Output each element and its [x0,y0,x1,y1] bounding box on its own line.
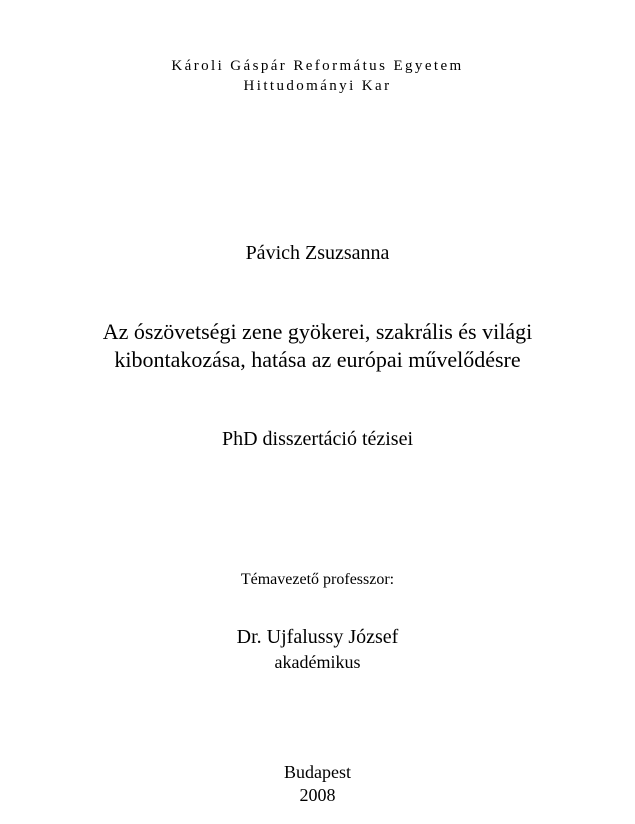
faculty-name: Hittudományi Kar [243,78,392,94]
advisor-title: akadémikus [274,652,361,672]
advisor-name: Dr. Ujfalussy József [236,626,399,648]
dissertation-title-line-1: Az ószövetségi zene gyökerei, szakrális és világi [102,319,533,344]
publication-place: Budapest [284,762,351,782]
publication-year: 2008 [299,785,336,805]
university-name: Károli Gáspár Református Egyetem [171,58,464,74]
document-subtitle: PhD disszertáció tézisei [221,428,414,450]
advisor-label: Témavezető professzor: [240,571,395,588]
dissertation-title-line-2: kibontakozása, hatása az európai művelődésre [114,347,521,372]
author-name: Pávich Zsuzsanna [245,242,390,264]
